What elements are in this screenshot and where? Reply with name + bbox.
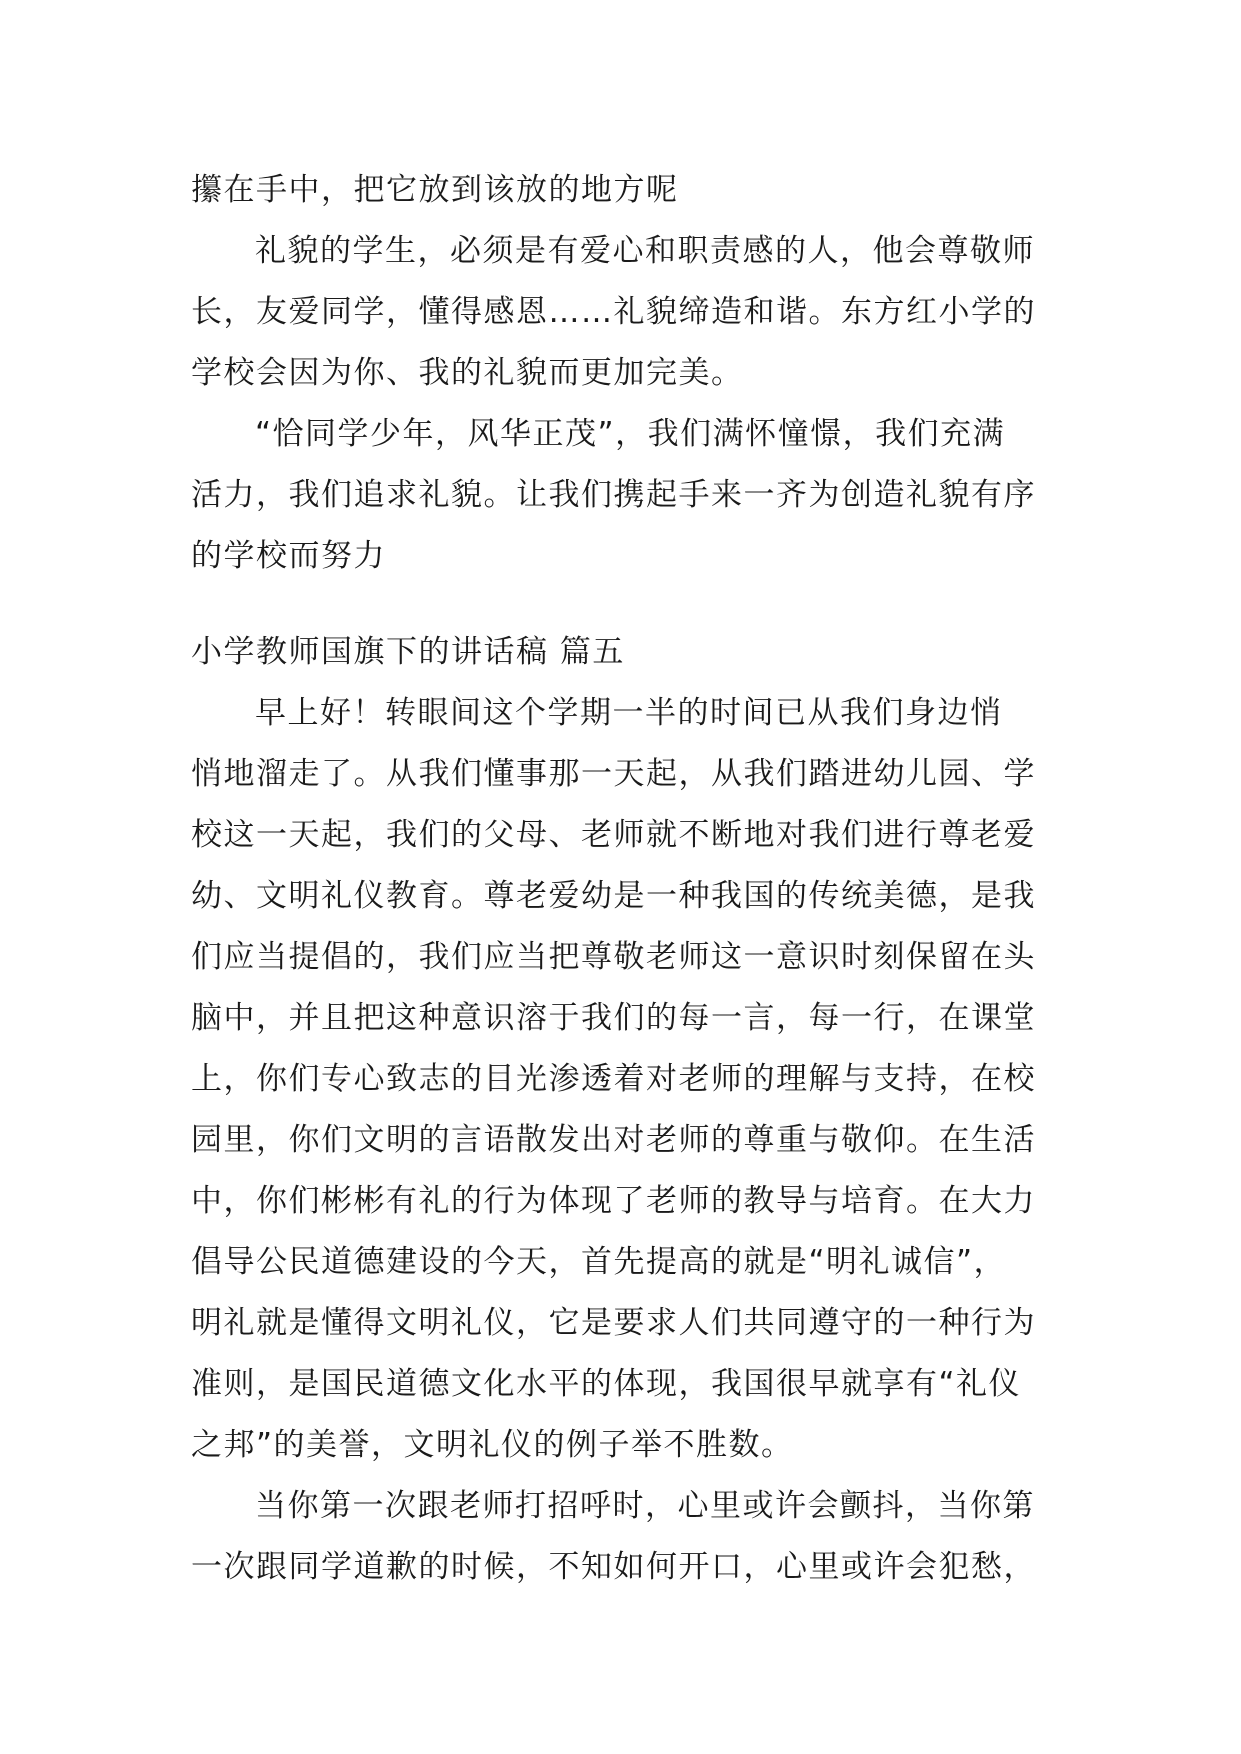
paragraph-line: 礼貌的学生，必须是有爱心和职责感的人，他会尊敬师 [255,233,1035,269]
paragraph-line: 们应当提倡的，我们应当把尊敬老师这一意识时刻保留在头 [191,939,1036,975]
paragraph-line: 学校会因为你、我的礼貌而更加完美。 [191,355,744,391]
paragraph-line: 准则，是国民道德文化水平的体现，我国很早就享有“礼仪 [191,1366,1022,1402]
paragraph-line: 的学校而努力 [191,538,386,574]
paragraph-line: 早上好！转眼间这个学期一半的时间已从我们身边悄 [255,695,1003,731]
document-body [191,160,1051,1598]
paragraph-line: 中，你们彬彬有礼的行为体现了老师的教导与培育。在大力 [191,1183,1036,1219]
paragraph-line: 攥在手中，把它放到该放的地方呢 [191,172,679,208]
paragraph-line: 活力，我们追求礼貌。让我们携起手来一齐为创造礼貌有序 [191,477,1036,513]
paragraph-line: 一次跟同学道歉的时候，不知如何开口，心里或许会犯愁， [191,1549,1036,1585]
paragraph-line: 长，友爱同学，懂得感恩……礼貌缔造和谐。东方红小学的 [191,294,1036,330]
paragraph-line: 幼、文明礼仪教育。尊老爱幼是一种我国的传统美德，是我 [191,878,1036,914]
paragraph-line: 上，你们专心致志的目光渗透着对老师的理解与支持，在校 [191,1061,1036,1097]
paragraph-line: 倡导公民道德建设的今天，首先提高的就是“明礼诚信”， [191,1244,1007,1280]
paragraph-line: 园里，你们文明的言语散发出对老师的尊重与敬仰。在生活 [191,1122,1036,1158]
paragraph-line: 悄地溜走了。从我们懂事那一天起，从我们踏进幼儿园、学 [191,756,1036,792]
paragraph-line: 脑中，并且把这种意识溶于我们的每一言，每一行，在课堂 [191,1000,1036,1036]
paragraph-line: 之邦”的美誉，文明礼仪的例子举不胜数。 [191,1427,794,1463]
paragraph-line: 当你第一次跟老师打招呼时，心里或许会颤抖，当你第 [255,1488,1035,1524]
paragraph-line: 明礼就是懂得文明礼仪，它是要求人们共同遵守的一种行为 [191,1305,1036,1341]
paragraph-line: 校这一天起，我们的父母、老师就不断地对我们进行尊老爱 [191,817,1036,853]
section-title: 小学教师国旗下的讲话稿 篇五 [191,634,625,670]
paragraph-line: “恰同学少年，风华正茂”，我们满怀憧憬，我们充满 [255,416,1006,452]
section-spacer [191,587,1051,622]
